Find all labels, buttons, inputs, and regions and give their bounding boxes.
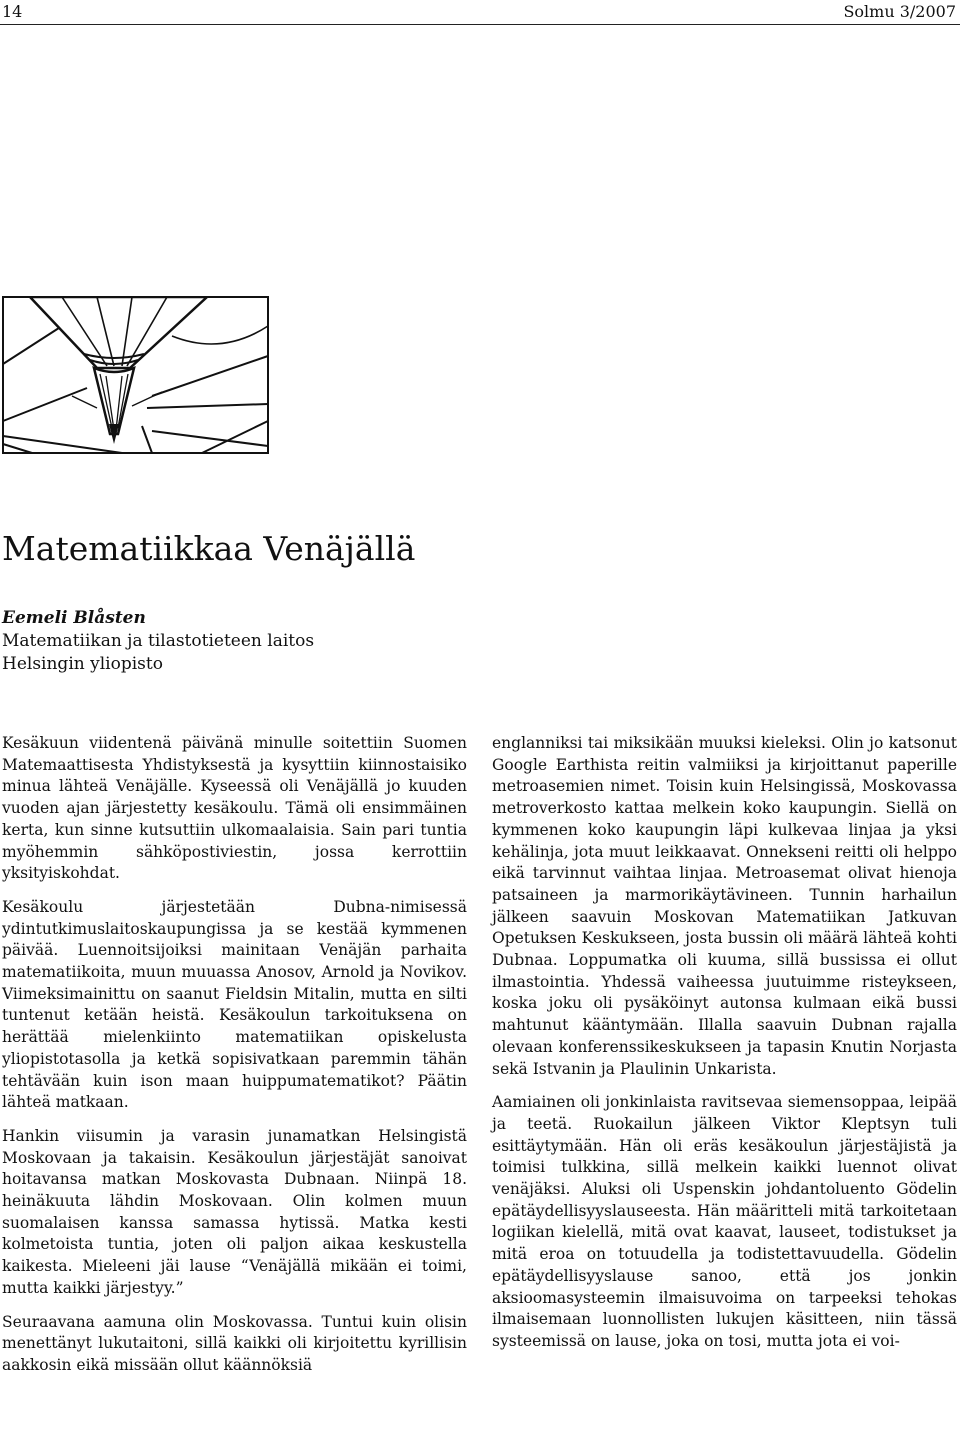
author-affiliation-department: Matematiikan ja tilastotieteen laitos	[2, 631, 315, 651]
paragraph: englanniksi tai miksikään muuksi kieleksi. Olin jo katsonut Google Earthista reitin valmiiksi ja kirjoittanut paperille metroasemien nimet. Toisin kuin Helsingissä, Moskovassa metroverkosto kattaa melkein koko kaupungin. Siellä on kymmenen koko kaupungin läpi kulkevaa linjaa ja yksi kehälinja, jota muut leikkaavat. Onnekseni reitti oli helppo eikä tarvinnut vaihtaa linjaa. Metroasemat olivat hienoja patsaineen ja marmorikäytävineen. Tunnin harhailun jälkeen saavuin Moskovan Matematiikan Jatkuvan Opetuksen Keskukseen, josta bussin oli määrä lähteä kohti Dubnaa. Loppumatka oli kuuma, sillä bussissa ei ollut ilmastointia. Yhdessä vaiheessa juutuimme risteykseen, koska joku oli pysäköinyt autonsa kulmaan eikä bussi mahtunut kääntymään. Illalla saavuin Dubnan rajalla olevaan konferenssikeskukseen ja tapasin Knutin Norjasta sekä Istvanin ja Plaulinin Unkarista.	[492, 734, 957, 1078]
left-column	[2, 733, 467, 1377]
running-header	[0, 0, 960, 25]
pencil-illustration	[2, 296, 269, 454]
paragraph: Kesäkuun viidentenä päivänä minulle soitettiin Suomen Matemaattisesta Yhdistyksestä ja kysyttiin kiinnostaisiko minua lähteä Venäjälle. Kyseessä oli Venäjällä jo kuuden vuoden ajan järjestetty kesäkoulu. Tämä oli ensimmäinen kerta, kun sinne kutsuttiin ulkomaalaisia. Sain pari tuntia myöhemmin sähköpostiviestin, jossa kerrottiin yksityiskohdat.	[2, 734, 467, 883]
article-title: Matematiikkaa Venäjällä	[2, 529, 416, 568]
page-number: 14	[2, 2, 23, 21]
paragraph: Aamiainen oli jonkinlaista ravitsevaa siemensoppaa, leipää ja teetä. Ruokailun jälkeen Viktor Kleptsyn tuli esittäytymään. Hän oli eräs kesäkoulun järjestäjistä ja toimisi tulkkina, sillä melkein kaikki luennot olivat venäjäksi. Aluksi oli Uspenskin johdantoluento Gödelin epätäydellisyyslauseesta. Hän määritteli mitä tarkoitetaan logiikan kielellä, mitä ovat kaavat, lauseet, todistukset ja mitä eroa on totuudella ja todistettavuudella. Gödelin epätäydellisyyslause sanoo, että jos jonkin aksioomasysteemin ilmaisuvoima on tarpeeksi tehokas ilmaisemaan luonnollisten lukujen käsitteen, niin tässä systeemissä on lause, joka on tosi, mutta jota ei voi-	[492, 1093, 957, 1350]
author-block	[2, 607, 452, 676]
author-affiliation-university: Helsingin yliopisto	[2, 654, 163, 674]
paragraph: Kesäkoulu järjestetään Dubna-nimisessä ydintutkimuslaitoskaupungissa ja se kestää kymmenen päivää. Luennoitsijoiksi mainitaan Venäjän parhaita matematiikoita, muun muuassa Anosov, Arnold ja Novikov. Viimeksimainittu on saanut Fieldsin Mitalin, mutta en silti tuntenut ketään heistä. Kesäkoulun tarkoituksena on herättää mielenkiinto matematiikan opiskelusta yliopistotasolla ja ketkä sopisivatkaan paremmin tähän tehtävään kuin ison maan huippumatematikot? Päätin lähteä matkaan.	[2, 897, 467, 1112]
right-column	[492, 733, 957, 1353]
journal-issue: Solmu 3/2007	[843, 2, 956, 21]
paragraph: Seuraavana aamuna olin Moskovassa. Tuntui kuin olisin menettänyt lukutaitoni, sillä kaikki oli kirjoitettu kyrillisin aakkosin eikä missään ollut käännöksiä	[2, 1312, 467, 1374]
paragraph: Hankin viisumin ja varasin junamatkan Helsingistä Moskovaan ja takaisin. Kesäkoulun järjestäjät sanoivat hoitavansa matkan Moskovasta Dubnaan. Niinpä 18. heinäkuuta lähdin Moskovaan. Olin kolmen muun suomalaisen kanssa samassa hytissä. Matka kesti kolmetoista tuntia, joten oli paljon aikaa keskustella kaikesta. Mieleeni jäi lause “Venäjällä mikään ei toimi, mutta kaikki järjestyy.”	[2, 1126, 467, 1297]
author-name: Eemeli Blåsten	[2, 608, 146, 628]
